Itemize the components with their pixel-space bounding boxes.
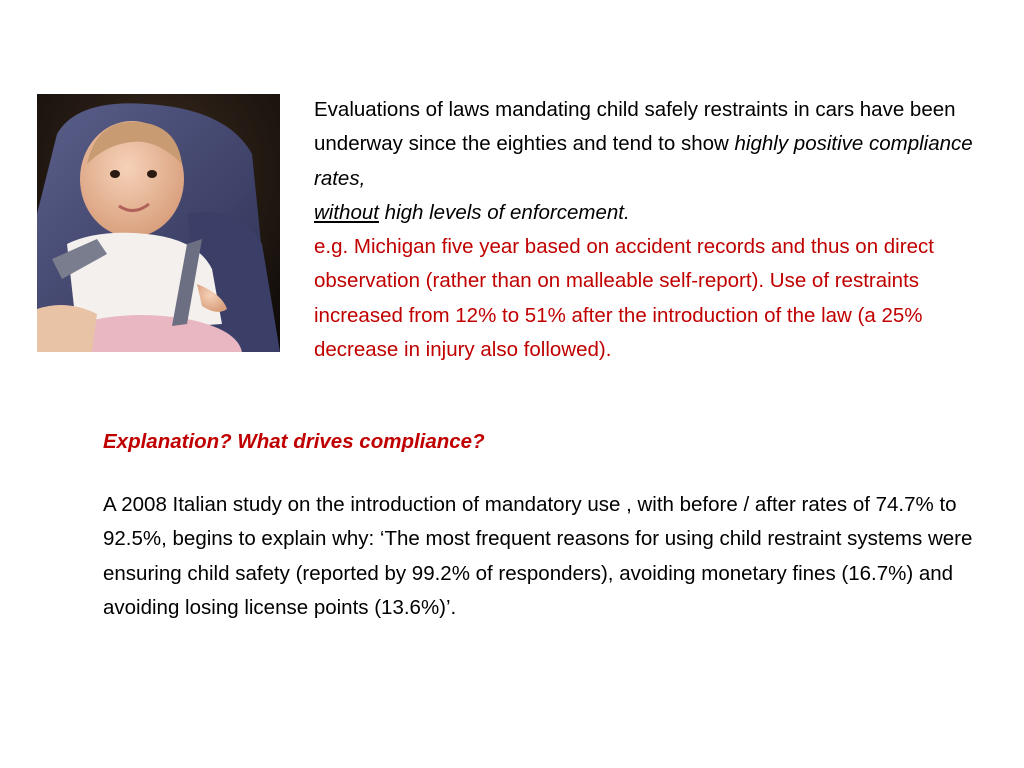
intro-emphasis: highly positive compliance rates,	[314, 132, 973, 190]
compliance-question: Explanation? What drives compliance?	[103, 430, 485, 453]
michigan-example: e.g. Michigan five year based on accident records and thus on direct observation (rather than on malleable self-report). Use of restraints increased from 12% to 51% after the introduction of the law (a 25% decrease in injury also followed).	[314, 235, 934, 362]
intro-enforcement: high levels of enforcement.	[378, 200, 630, 224]
baby-car-seat-photo	[37, 94, 280, 352]
intro-paragraph	[314, 93, 1004, 367]
italian-study-paragraph: A 2008 Italian study on the introduction of mandatory use , with before / after rates of 74.7% to 92.5%, begins to explain why: ‘The most frequent reasons for using child restraint systems were ensuring child safety (reported by 99.2% of responders), avoiding monetary fines (16.7%) and avoiding losing license points (13.6%)’.	[103, 493, 973, 619]
baby-in-car-seat-image	[37, 94, 280, 352]
intro-text: Evaluations of laws mandating child safely restraints in cars have been underway since the eighties and tend to show	[314, 98, 956, 156]
intro-without: without	[314, 200, 379, 224]
